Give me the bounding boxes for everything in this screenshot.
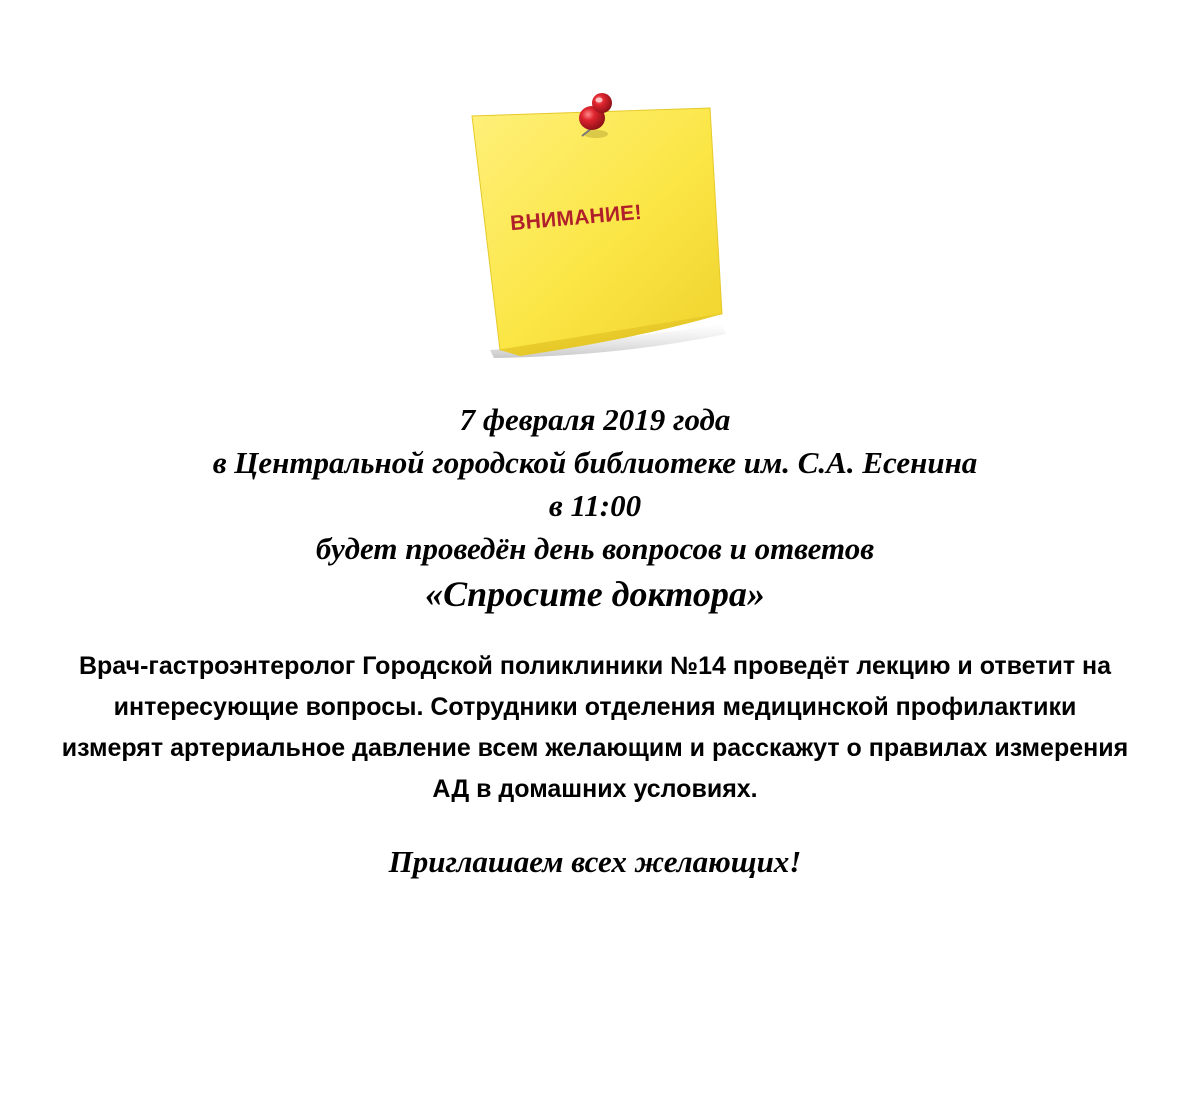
event-date: 7 февраля 2019 года xyxy=(459,402,731,437)
sticky-note-image xyxy=(460,88,740,358)
event-description: будет проведён день вопросов и ответов xyxy=(315,531,875,566)
sticky-label: ВНИМАНИЕ! xyxy=(509,200,643,236)
sticky-note-graphic xyxy=(460,88,740,358)
event-title: «Спросите доктора» xyxy=(425,574,765,614)
event-time: в 11:00 xyxy=(548,488,642,523)
event-details-paragraph: Врач-гастроэнтеролог Городской поликлиники №14 проведёт лекцию и ответит на интересующие вопросы. Сотрудники отделения медицинской профилактики измерят артериальное давление всем желающим и расскажут о правилах измерения АД в домашних условиях. xyxy=(61,652,1129,803)
note-body xyxy=(472,108,722,350)
pin-highlight xyxy=(596,98,603,103)
announcement-block xyxy=(0,398,1190,618)
event-place: в Центральной городской библиотеке им. С.А. Есенина xyxy=(212,445,978,480)
invitation-line: Приглашаем всех желающих! xyxy=(388,844,802,879)
pin-head xyxy=(592,93,612,113)
